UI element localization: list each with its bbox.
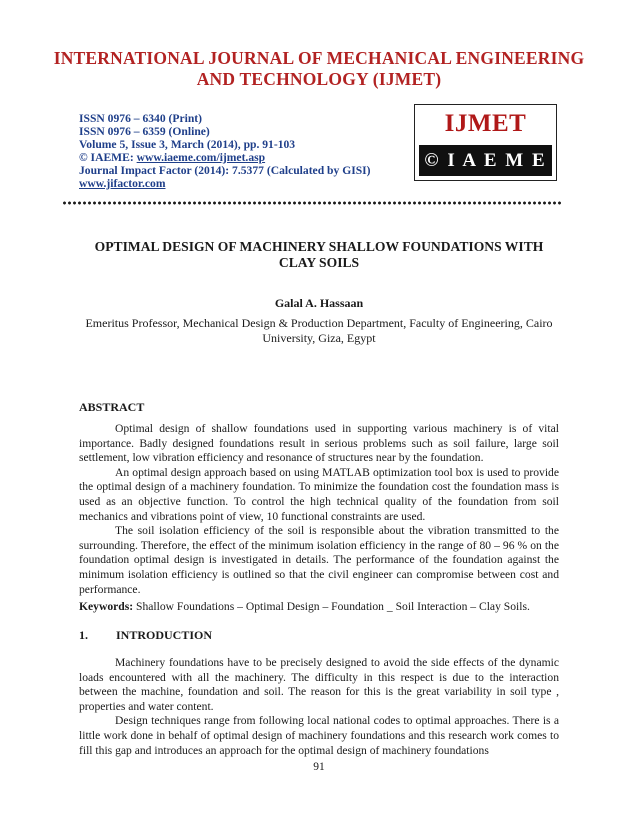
abstract-paragraph: An optimal design approach based on using MATLAB optimization tool box is used to provide the optimal design of a machinery foundation. To minimize the foundation cost the foundation mass is used as an objective function. To control the high technical quality of the foundation from soil mechanics and vibrations point of view, 10 functional constraints are used. [79, 465, 559, 523]
abstract-body [79, 422, 559, 597]
issn-online: ISSN 0976 – 6359 (Online) [79, 125, 210, 138]
keywords [79, 600, 530, 613]
keywords-label: Keywords: [79, 600, 134, 613]
introduction-paragraph: Design techniques range from following local national codes to optimal approaches. There is a little work done in behalf of optimal design of machinery foundations and this research work comes to fill this gap and introduces an approach for the optimal design of machinery foundations [79, 714, 559, 757]
ijmet-logo [414, 104, 557, 181]
section-number: 1. [79, 628, 88, 642]
author-name: Galal A. Hassaan [274, 296, 364, 310]
iaeme-link[interactable]: www.iaeme.com/ijmet.asp [136, 151, 266, 164]
journal-title-line-1: INTERNATIONAL JOURNAL OF MECHANICAL ENGINEERING [53, 48, 585, 68]
jifactor-link[interactable]: www.jifactor.com [79, 177, 166, 190]
introduction-paragraph: Machinery foundations have to be precisely designed to avoid the side effects of the dynamic loads encountered with all the machinery. The difficulty in this respect is due to the interaction between the machine, foundation and soil. The reason for this is the great variability in soil type , properties and water content. [79, 656, 559, 713]
author-affiliation [60, 316, 578, 346]
abstract-paragraph: The soil isolation efficiency of the soil is responsible about the vibration transmitted to the surrounding. Therefore, the effect of the minimum isolation efficiency in the range of 80 – 96 % on the foundation optimal design is investigated in details. The performance of the foundation against the minimum isolation efficiency is outlined so that the civil engineer can compromise between cost and performance. [79, 524, 559, 596]
journal-title [40, 48, 598, 90]
section-heading-introduction [79, 628, 212, 643]
journal-meta [79, 112, 399, 190]
dotted-divider [62, 200, 562, 206]
volume-info: Volume 5, Issue 3, March (2014), pp. 91-103 [79, 138, 296, 151]
issn-print: ISSN 0976 – 6340 (Print) [79, 112, 203, 125]
introduction-body [79, 656, 559, 758]
paper-title-line-1: OPTIMAL DESIGN OF MACHINERY SHALLOW FOUNDATIONS WITH [94, 239, 544, 254]
impact-factor: Journal Impact Factor (2014): 7.5377 (Calculated by GISI) [79, 164, 371, 177]
iaeme-line [79, 151, 399, 164]
logo-ijmet-text: IJMET [444, 110, 527, 137]
affiliation-line-1: Emeritus Professor, Mechanical Design & Production Department, Faculty of Engineering, Cairo [85, 316, 553, 330]
section-title: INTRODUCTION [116, 628, 213, 642]
journal-title-line-2: AND TECHNOLOGY (IJMET) [196, 69, 442, 89]
abstract-heading: ABSTRACT [79, 400, 145, 414]
abstract-paragraph: Optimal design of shallow foundations used in supporting various machinery is of vital importance. Badly designed foundations result in serious problems such as soil failure, large soil settlement, low vibration efficiency and resonance of structures near by the foundation. [79, 422, 559, 465]
jifactor-line [79, 177, 399, 190]
page-number: 91 [313, 761, 325, 773]
affiliation-line-2: University, Giza, Egypt [262, 331, 376, 345]
logo-iaeme-text: © I A E M E [419, 145, 552, 176]
paper-title [60, 239, 578, 271]
keywords-text: Shallow Foundations – Optimal Design – Foundation _ Soil Interaction – Clay Soils. [133, 600, 530, 613]
paper-title-line-2: CLAY SOILS [278, 255, 360, 270]
iaeme-prefix: © IAEME: [79, 151, 137, 164]
